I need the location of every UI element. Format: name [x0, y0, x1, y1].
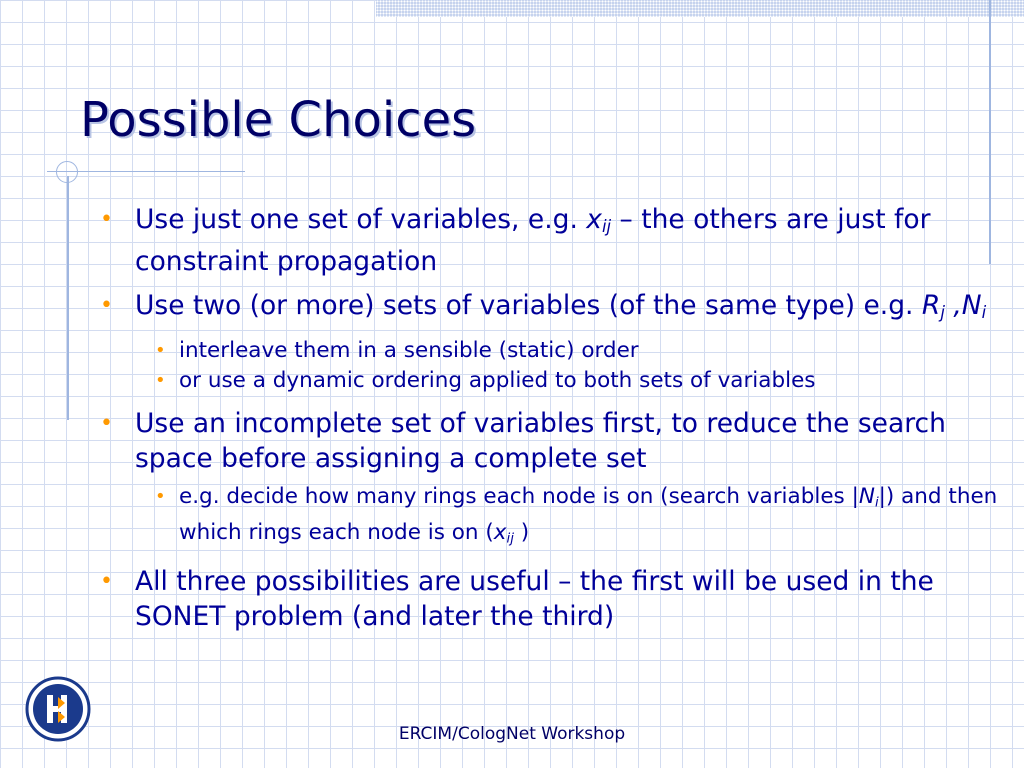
- bullet-item: • Use just one set of variables, e.g. $x_{ij}$ – the others are just for constraint propagation: [98, 202, 998, 279]
- footer-text: ERCIM/CologNet Workshop: [398, 724, 626, 744]
- sub-bullet-item: • e.g. decide how many rings each node is on (search variables $|N_i|$) and then which rings each node is on ($x_{ij}$ ): [143, 482, 998, 553]
- sub-bullet-item: • or use a dynamic ordering applied to both sets of variables: [143, 366, 998, 395]
- crosshair-ornament: [56, 161, 78, 183]
- slide-title: Possible Choices: [80, 92, 477, 148]
- bullet-item: • All three possibilities are useful – the first will be used in the SONET problem (and later the third): [98, 564, 998, 634]
- bullet-item: • Use an incomplete set of variables first, to reduce the search space before assigning a complete set: [98, 406, 998, 476]
- bullet-item: • Use two (or more) sets of variables (of the same type) e.g. $R_j$ $,N_i$: [98, 288, 998, 330]
- top-decorative-band: [376, 0, 1024, 17]
- left-decorative-line: [67, 176, 69, 420]
- sub-bullet-item: • interleave them in a sensible (static) order: [143, 336, 998, 365]
- bullet-list: [98, 202, 998, 643]
